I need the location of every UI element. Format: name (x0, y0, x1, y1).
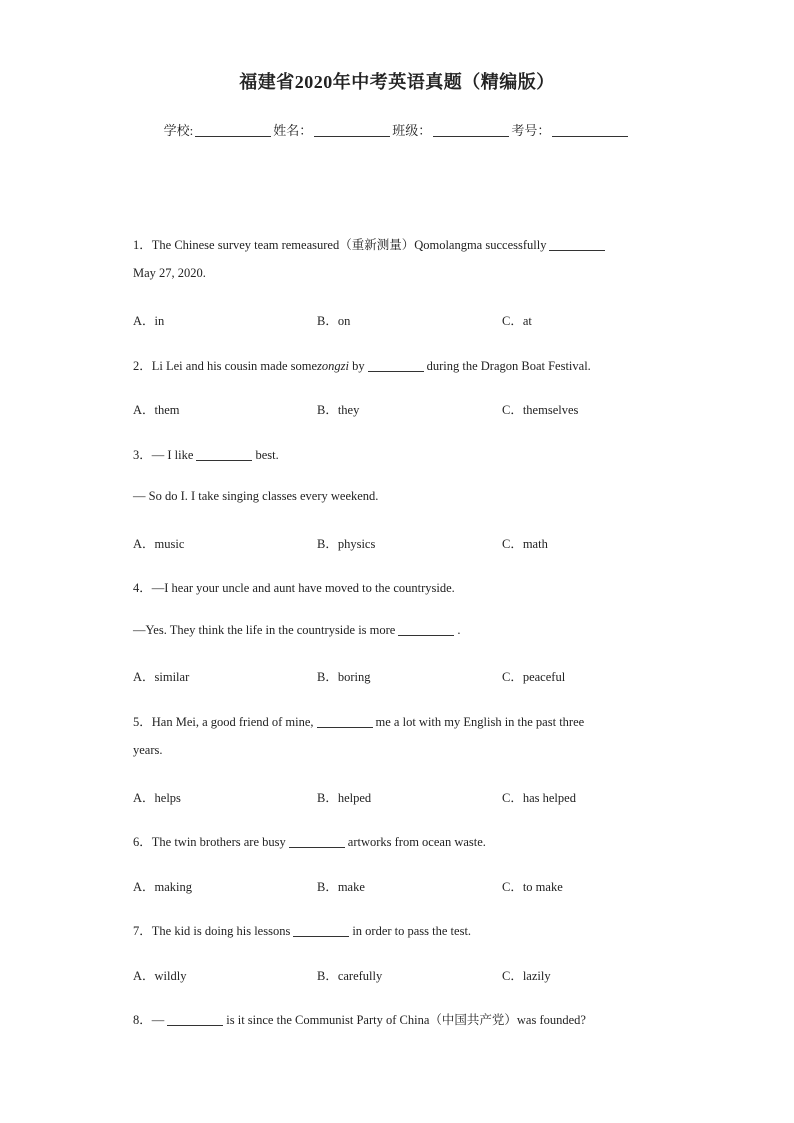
question-8 (133, 1010, 586, 1028)
question-number: 6． (133, 835, 152, 849)
class-label: 班级： (392, 123, 432, 138)
question-text: The kid is doing his lessons (151, 924, 291, 938)
question-text: during the Dragon Boat Festival. (426, 359, 591, 373)
answer-blank (196, 448, 252, 461)
question-text: The Chinese survey team remeasured（重新测量）Qomolangma successfully (151, 238, 547, 252)
option-b: B．make (317, 880, 365, 894)
student-info-line (0, 120, 794, 139)
question-5 (133, 712, 584, 730)
question-text: The twin brothers are busy (151, 835, 286, 849)
question-text: —Yes. They think the life in the countryside is more (133, 623, 396, 637)
question-text: best. (255, 448, 279, 462)
question-text: is it since the Communist Party of China（中国共产党）was founded? (226, 1013, 586, 1027)
option-c: C．has helped (502, 791, 576, 805)
question-number: 3． (133, 448, 152, 462)
question-number: 2． (133, 359, 152, 373)
name-label: 姓名： (273, 123, 313, 138)
option-b: B．boring (317, 670, 371, 684)
school-label: 学校: (163, 123, 194, 138)
question-text: artworks from ocean waste. (347, 835, 486, 849)
answer-blank (293, 924, 349, 937)
option-a: A．in (133, 314, 165, 328)
question-7 (133, 921, 471, 939)
answer-blank (398, 623, 454, 636)
question-text: Han Mei, a good friend of mine, (151, 715, 314, 729)
option-b: B．they (317, 403, 360, 417)
option-a: A．wildly (133, 969, 187, 983)
option-a: A．them (133, 403, 180, 417)
question-4 (133, 578, 455, 596)
question-number: 8． (133, 1013, 152, 1027)
question-number: 5． (133, 715, 152, 729)
question-text: Li Lei and his cousin made some (151, 359, 318, 373)
answer-blank (368, 359, 424, 372)
question-5-continued: years. (133, 743, 163, 757)
question-text: in order to pass the test. (352, 924, 472, 938)
question-italic-word: zongzi (317, 359, 349, 373)
question-text: by (348, 359, 365, 373)
question-text: —I hear your uncle and aunt have moved to the countryside. (151, 581, 455, 595)
option-b: B．helped (317, 791, 372, 805)
question-4-reply (133, 623, 460, 638)
class-blank (433, 124, 509, 137)
answer-blank (317, 715, 373, 728)
option-c: C．themselves (502, 403, 579, 417)
option-a: A．similar (133, 670, 190, 684)
option-c: C．at (502, 314, 532, 328)
question-text: — (151, 1013, 165, 1027)
name-blank (314, 124, 390, 137)
answer-blank (167, 1013, 223, 1026)
question-number: 7． (133, 924, 152, 938)
question-3-reply: — So do I. I take singing classes every weekend. (133, 489, 379, 503)
answer-blank (549, 238, 605, 251)
question-text: . (457, 623, 461, 637)
option-c: C．lazily (502, 969, 551, 983)
question-1 (133, 235, 608, 253)
option-c: C．to make (502, 880, 563, 894)
option-a: A．helps (133, 791, 181, 805)
question-text: — I like (151, 448, 194, 462)
option-c: C．math (502, 537, 548, 551)
id-blank (552, 124, 628, 137)
answer-blank (289, 835, 345, 848)
question-number: 1． (133, 238, 152, 252)
option-b: B．carefully (317, 969, 383, 983)
question-3 (133, 445, 279, 463)
question-number: 4． (133, 581, 152, 595)
id-label: 考号： (511, 123, 551, 138)
option-a: A．making (133, 880, 193, 894)
question-1-continued: May 27, 2020. (133, 266, 206, 280)
option-c: C．peaceful (502, 670, 566, 684)
option-b: B．on (317, 314, 351, 328)
question-6 (133, 832, 486, 850)
option-b: B．physics (317, 537, 376, 551)
option-a: A．music (133, 537, 185, 551)
document-title: 福建省2020年中考英语真题（精编版） (239, 72, 555, 92)
school-blank (195, 124, 271, 137)
question-2 (133, 356, 591, 374)
question-text: me a lot with my English in the past three (375, 715, 585, 729)
